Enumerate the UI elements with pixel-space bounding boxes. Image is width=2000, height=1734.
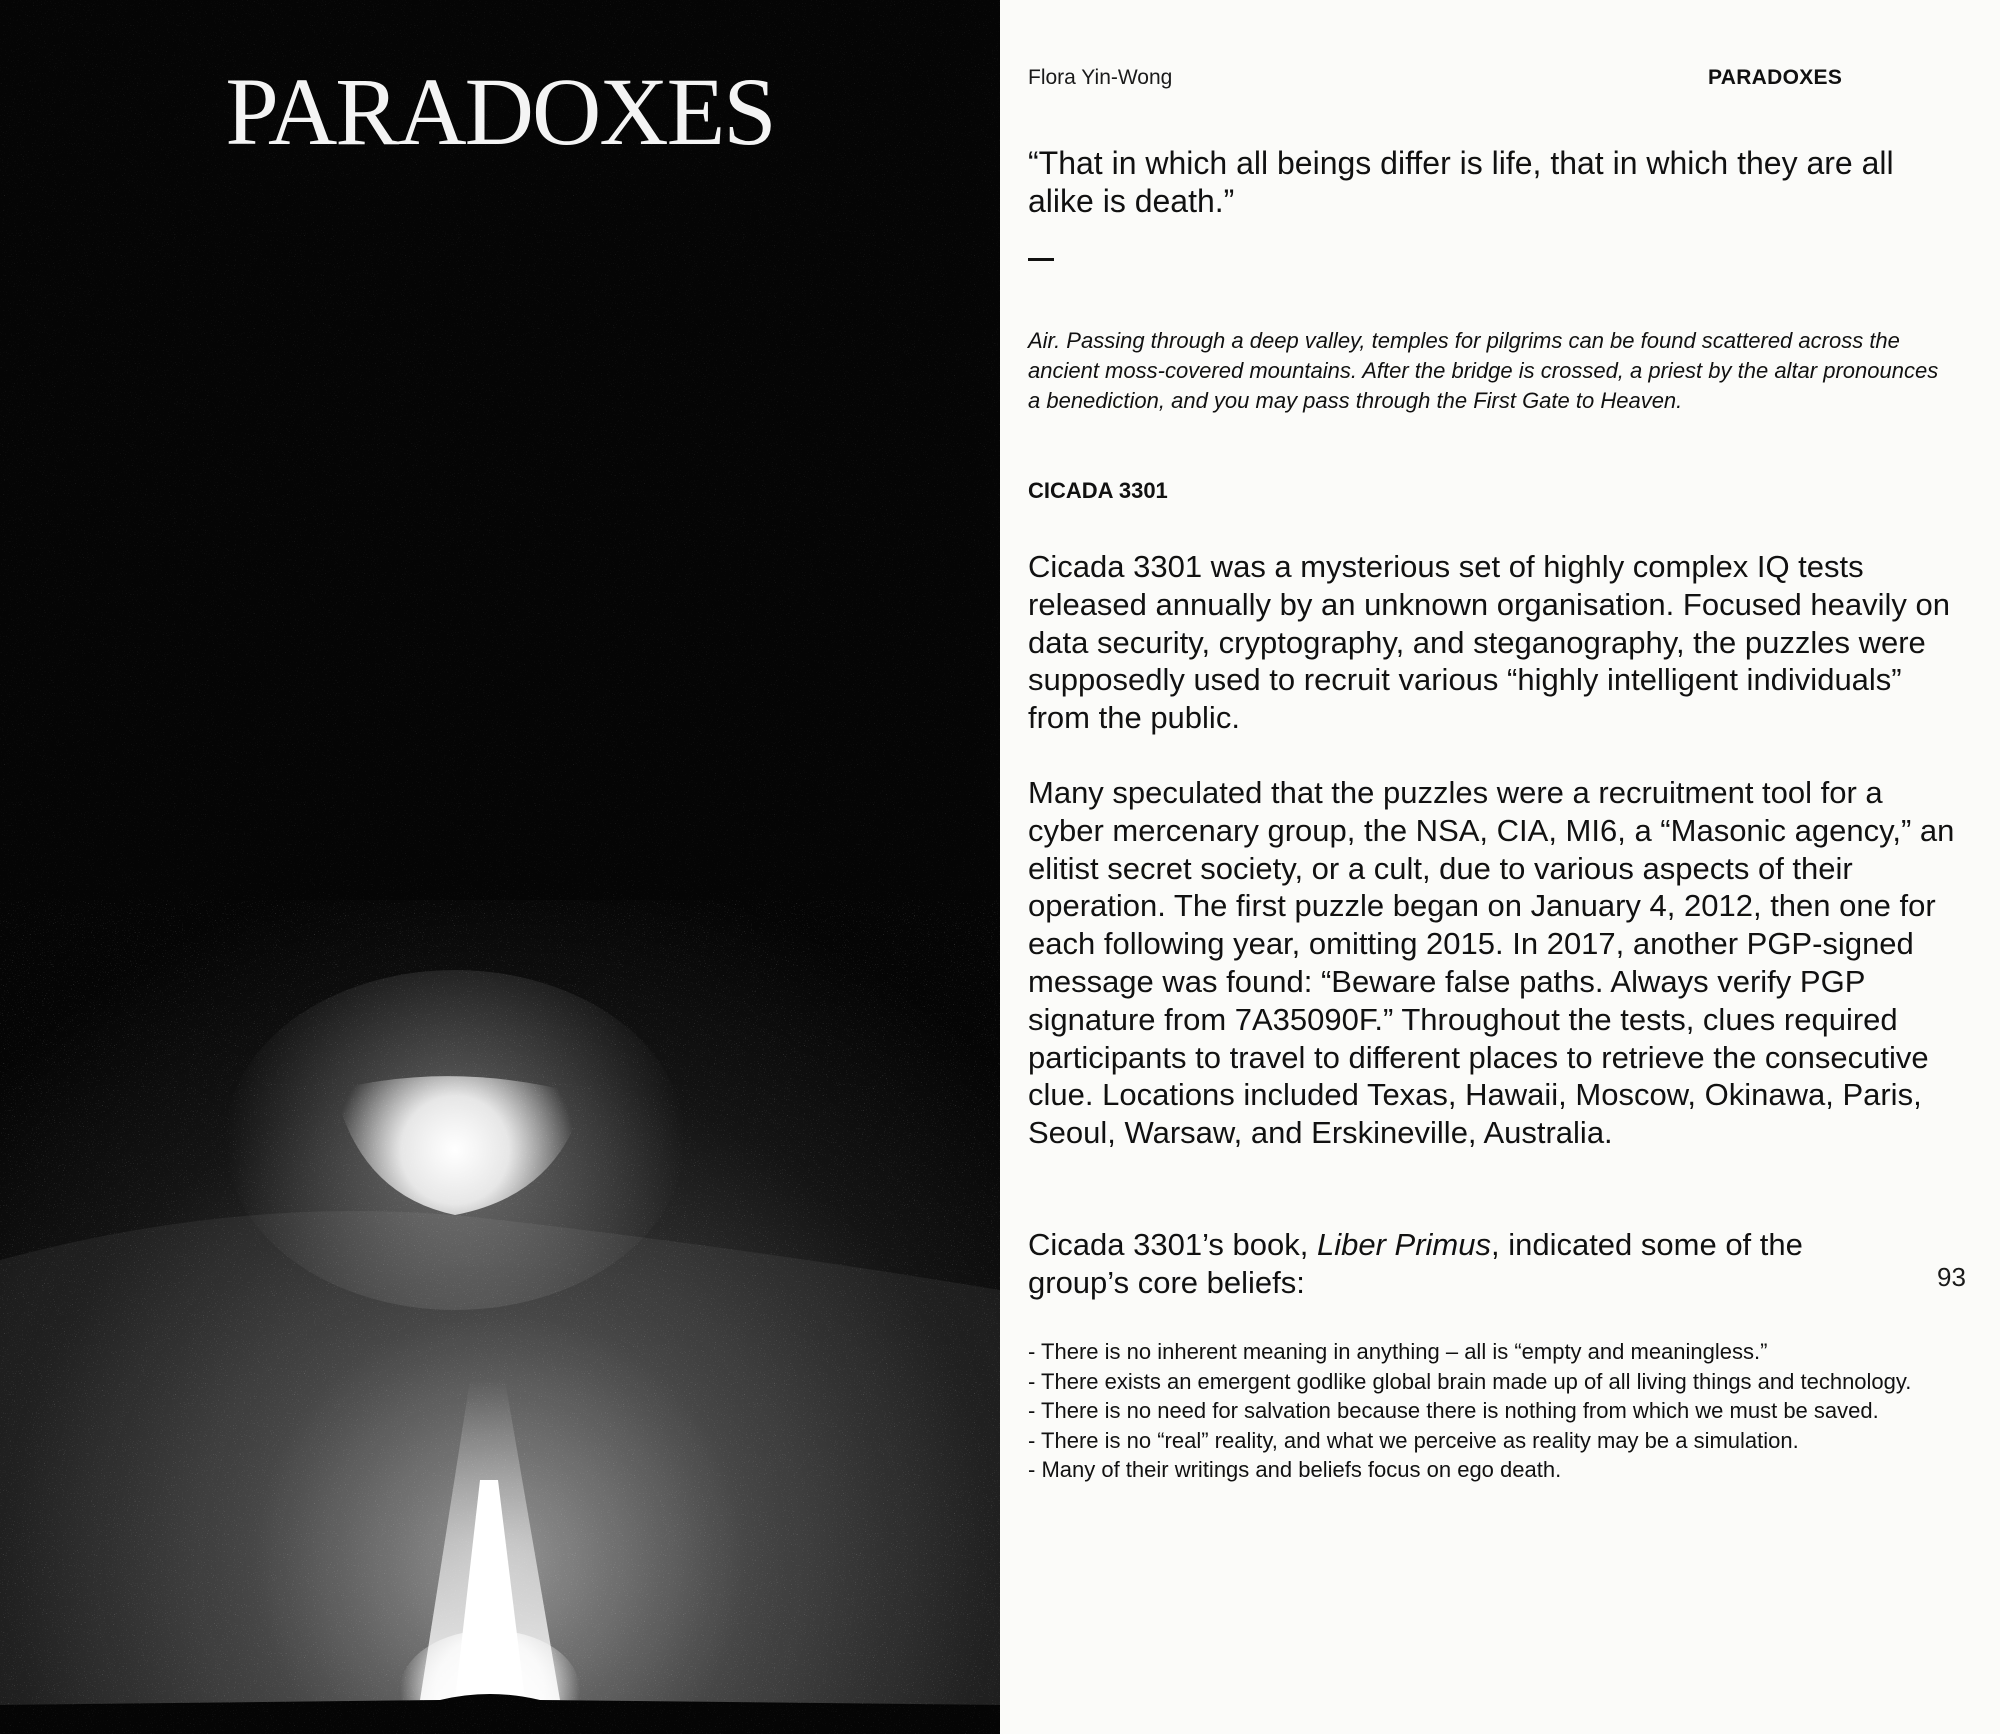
list-item: - There is no inherent meaning in anything – all is “empty and meaningless.”	[1028, 1339, 1768, 1364]
book-title: Liber Primus	[1316, 1227, 1491, 1262]
epigraph-quote: “That in which all beings differ is life, that in which they are all alike is death.”	[1028, 145, 1894, 219]
list-item: - There is no need for salvation because there is nothing from which we must be saved.	[1028, 1398, 1879, 1423]
book-paragraph-lead: Cicada 3301’s book,	[1028, 1227, 1317, 1262]
body-paragraph: Cicada 3301 was a mysterious set of highly complex IQ tests released annually by an unknown organisation. Focused heavily on data security, cryptography, and steganography, the puzzles were supposedly used to recruit various “highly intelligent individuals” from the public.	[1028, 549, 1950, 736]
running-header-author: Flora Yin-Wong	[1028, 66, 1173, 89]
page-number: 93	[1937, 1262, 1966, 1292]
list-item: - There is no “real” reality, and what we perceive as reality may be a simulation.	[1028, 1427, 1799, 1453]
intro-italic-text: Air. Passing through a deep valley, temples for pilgrims can be found scattered across the ancient moss-covered mountains. After the bridge is crossed, a priest by the altar pronounces a benediction, and you may pass through the First Gate to Heaven.	[1028, 328, 1939, 413]
running-header-title: PARADOXES	[1708, 66, 1843, 89]
section-divider	[1028, 258, 1054, 261]
body-paragraph: Many speculated that the puzzles were a recruitment tool for a cyber mercenary group, the NSA, CIA, MI6, a “Masonic agency,” an elitist secret society, or a cult, due to various aspects of their operation. The first puzzle began on January 4, 2012, then one for each following year, omitting 2015. In 2017, another PGP-signed message was found: “Beware false paths. Always verify PGP signature from 7A35090F.” Throughout the tests, clues required participants to travel to different places to retrieve the consecutive clue. Locations included Texas, Hawaii, Moscow, Okinawa, Paris, Seoul, Warsaw, and Erskineville, Australia.	[1028, 775, 1955, 1151]
section-heading: CICADA 3301	[1028, 478, 1168, 503]
list-item: - There exists an emergent godlike global brain made up of all living things and technology.	[1028, 1368, 1912, 1394]
page-title: PARADOXES	[225, 58, 775, 165]
list-item: - Many of their writings and beliefs focus on ego death.	[1028, 1457, 1562, 1482]
book-paragraph	[1028, 1226, 1888, 1302]
beliefs-list	[1028, 1337, 1958, 1485]
text-page	[1000, 0, 2000, 1734]
book-paragraph-tail: , indicated some of the group’s core beliefs:	[1028, 1227, 1803, 1300]
